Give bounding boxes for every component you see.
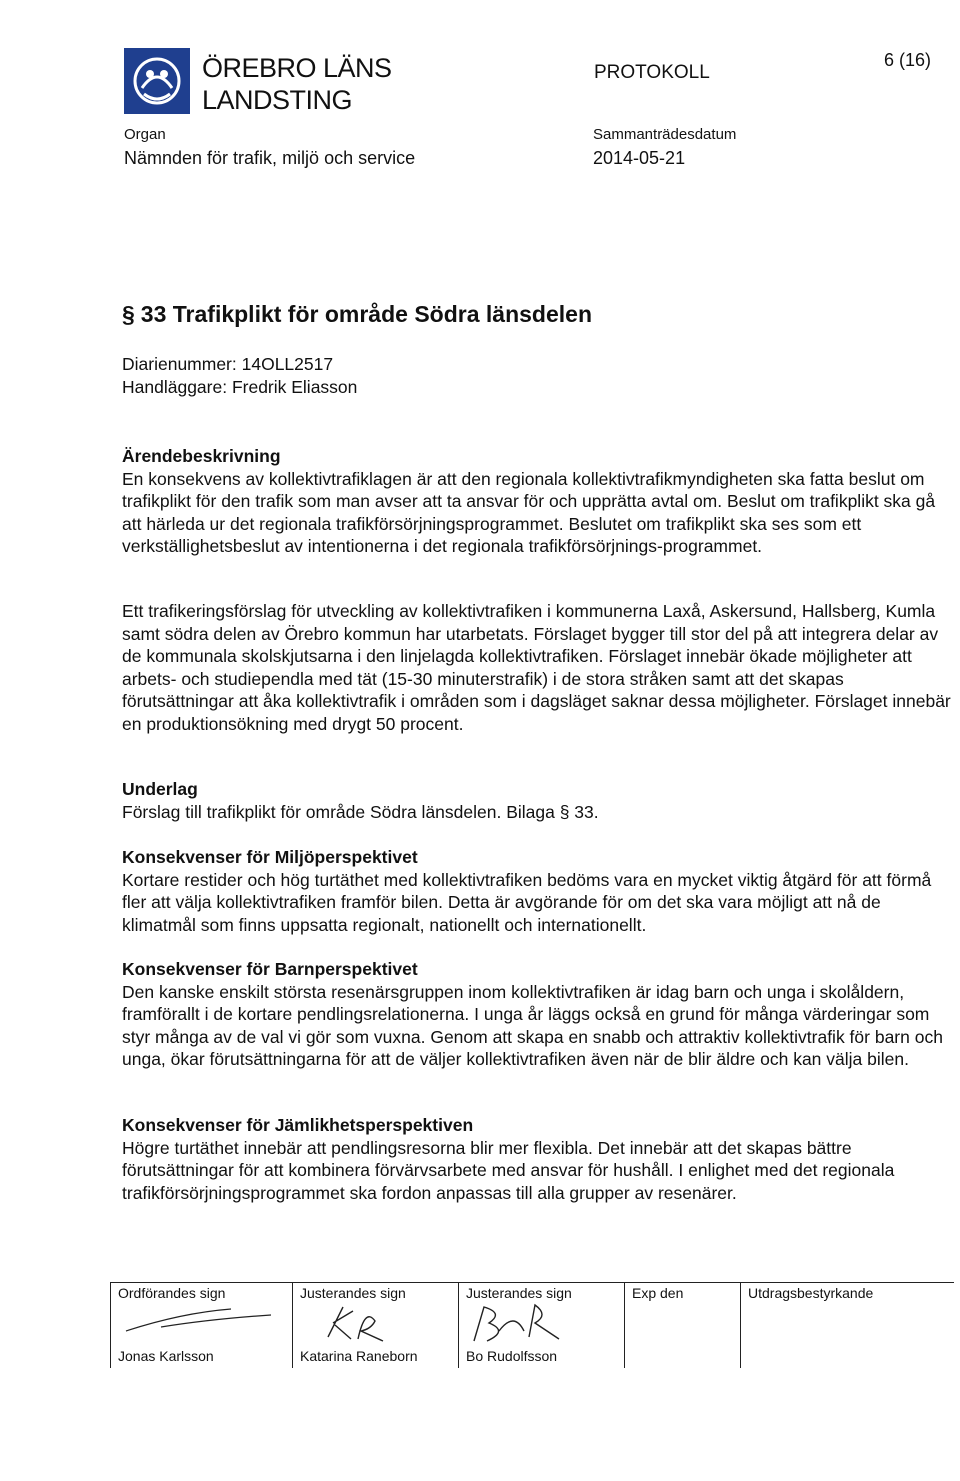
handlaggare: Handläggare: Fredrik Eliasson bbox=[122, 377, 358, 397]
logo-emblem-icon bbox=[124, 48, 190, 114]
org-name-line2: LANDSTING bbox=[202, 85, 353, 115]
underlag-section bbox=[122, 778, 952, 823]
signature-scribble-icon bbox=[121, 1301, 271, 1341]
miljo-section bbox=[122, 846, 952, 936]
signature-scribble-icon bbox=[469, 1301, 579, 1347]
barn-section bbox=[122, 958, 952, 1071]
signature-cell-adjuster-1 bbox=[293, 1283, 459, 1369]
landsting-logo bbox=[124, 48, 190, 114]
signature-label: Justerandes sign bbox=[466, 1285, 572, 1301]
arendebeskrivning-section bbox=[122, 445, 952, 558]
org-name-line1: ÖREBRO LÄNS bbox=[202, 53, 392, 83]
org-name bbox=[202, 52, 392, 116]
diarienummer: Diarienummer: 14OLL2517 bbox=[122, 354, 334, 374]
miljo-title: Konsekvenser för Miljöperspektivet bbox=[122, 847, 418, 867]
organ-value: Nämnden för trafik, miljö och service bbox=[124, 148, 416, 168]
signature-cell-utdrag bbox=[741, 1283, 955, 1369]
barn-text: Den kanske enskilt största resenärsgruppen inom kollektivtrafiken är idag barn och unga i skolåldern, framförallt i de kortare pendlingsrelationerna. I unga år läggs också en grund för många värderingar som styr många av de val vi gör som vuxna. Genom att skapa en snabb och attraktiv kollektivtrafik för barn och unga, ökar förutsättningarna för att de väljer kollektivtrafiken även när de blir äldre och kan välja bilen. bbox=[122, 981, 943, 1070]
signature-label: Exp den bbox=[632, 1285, 684, 1301]
signature-cell-chair bbox=[111, 1283, 293, 1369]
signature-table bbox=[110, 1282, 954, 1368]
miljo-text: Kortare restider och hög turtäthet med kollektivtrafiken bedöms vara en mycket viktig åtgärd för att förmå fler att välja kollektivtrafiken framför bilen. Detta är avgörande för om det ska vara möjligt att nå de klimatmål som finns uppsatta regionalt, nationellt och internationellt. bbox=[122, 869, 932, 935]
signature-scribble-icon bbox=[303, 1301, 413, 1345]
arendebeskrivning-paragraph-2: Ett trafikeringsförslag för utveckling av kollektivtrafiken i kommunerna Laxå, Askersund, Hallsberg, Kumla samt södra delen av Örebro kommun har utarbetats. Förslaget bygger till stor del på att integrera delar av de kommunala skolskjutsarna i den linjelagda kollektivtrafiken. Förslaget innebär ökade möjligheter att arbets- och studiependla med tät (15-30 minuterstrafik) i de stora stråken samt att det skapas förutsättningar att åka kollektivtrafik i områden som i dagsläget saknar dessa möjligheter. Förslaget innebär en produktionsökning med drygt 50 procent. bbox=[122, 601, 951, 734]
jamlikhet-text: Högre turtäthet innebär att pendlingsresorna blir mer flexibla. Det innebär att det skapas bättre förutsättningar för att kombinera förvärvsarbete med ansvar för hushåll. I enlighet med det regionala trafikförsörjningsprogrammet ska fordon anpassas till alla grupper av resenärer. bbox=[122, 1137, 895, 1203]
jamlikhet-section bbox=[122, 1114, 952, 1204]
jamlikhet-title: Konsekvenser för Jämlikhetsperspektiven bbox=[122, 1115, 474, 1135]
section-title: 33 Trafikplikt för område Södra länsdelen bbox=[140, 301, 592, 327]
signature-label: Ordförandes sign bbox=[118, 1285, 226, 1301]
signature-cell-exp-den bbox=[625, 1283, 741, 1369]
arendebeskrivning-paragraph-1: En konsekvens av kollektivtrafiklagen är att den regionala kollektivtrafikmyndigheten ska fatta beslut om trafikplikt för den trafik som man avser att ta ansvar för och upprätta avtal om. Beslut om trafikplikt ska gå att härleda ur det regionala trafikförsörjningsprogrammet. Beslutet om trafikplikt ska ses som ett verkställighetsbeslut av intentionerna i det regionala trafikförsörjnings-programmet. bbox=[122, 468, 936, 557]
arendebeskrivning-paragraph-2-block bbox=[122, 600, 952, 736]
signature-name: Bo Rudolfsson bbox=[466, 1348, 558, 1364]
signature-cell-adjuster-2 bbox=[459, 1283, 625, 1369]
arendebeskrivning-title: Ärendebeskrivning bbox=[122, 446, 281, 466]
date-value: 2014-05-21 bbox=[593, 148, 686, 168]
signature-name: Jonas Karlsson bbox=[118, 1348, 214, 1364]
underlag-text: Förslag till trafikplikt för område Södra länsdelen. Bilaga § 33. bbox=[122, 801, 599, 822]
date-label: Sammanträdesdatum bbox=[593, 126, 737, 143]
section-heading bbox=[122, 301, 592, 328]
page-number: 6 (16) bbox=[884, 50, 932, 70]
signature-label: Justerandes sign bbox=[300, 1285, 406, 1301]
organ-label: Organ bbox=[124, 126, 166, 143]
document-type: PROTOKOLL bbox=[594, 62, 710, 83]
signature-label: Utdragsbestyrkande bbox=[748, 1285, 874, 1301]
paragraph-symbol: § bbox=[122, 301, 135, 327]
signature-name: Katarina Raneborn bbox=[300, 1348, 418, 1364]
underlag-title: Underlag bbox=[122, 779, 198, 799]
barn-title: Konsekvenser för Barnperspektivet bbox=[122, 959, 418, 979]
